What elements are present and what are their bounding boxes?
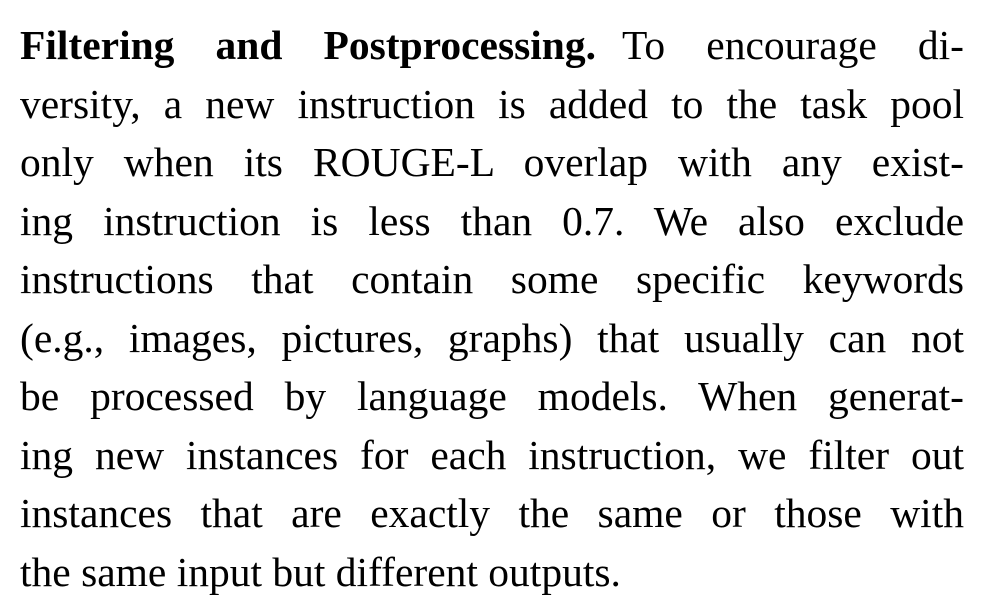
body-text-line: To encourage di- (621, 22, 964, 68)
paragraph-line-3: only when its ROUGE-L overlap with any exist- (20, 139, 964, 185)
paragraph-line-8: ing new instances for each instruction, we filter out (20, 431, 964, 478)
paragraph-line-7: be processed by language models. When generat- (20, 373, 964, 419)
paragraph-line-4: ing instruction is less than 0.7. We also exclude (20, 197, 964, 244)
paragraph-line-1 (20, 16, 964, 75)
paragraph-filtering-postprocessing (20, 16, 964, 601)
paragraph-line-9: instances that are exactly the same or those with (20, 490, 964, 536)
paragraph-line-2: versity, a new instruction is added to the task pool (20, 80, 964, 127)
paragraph-line-5: instructions that contain some specific keywords (20, 256, 964, 302)
paragraph-line-6: (e.g., images, pictures, graphs) that usually can not (20, 314, 964, 361)
paragraph-line-10: the same input but different outputs. (20, 548, 621, 595)
section-heading: Filtering and Postprocessing. (20, 22, 596, 68)
